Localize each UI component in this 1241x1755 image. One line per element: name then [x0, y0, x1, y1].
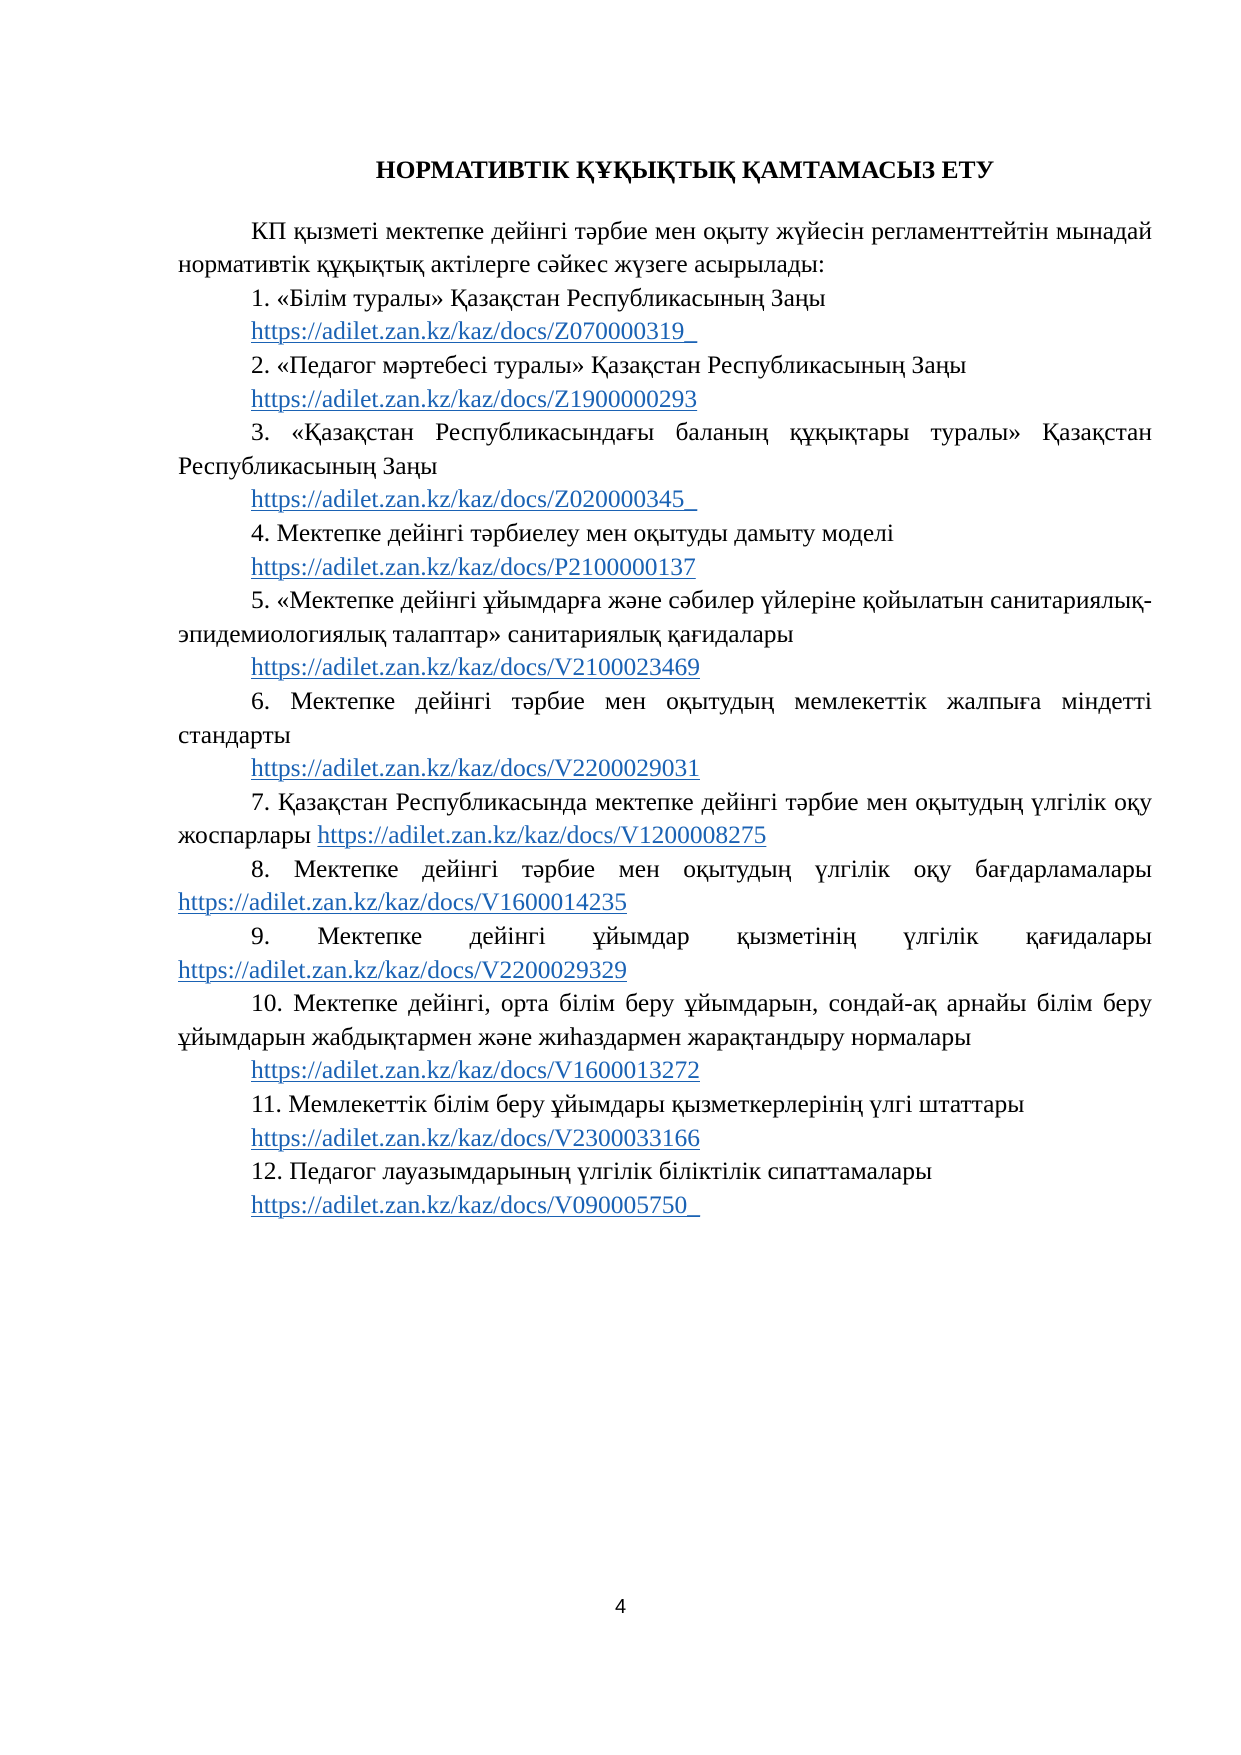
- list-item-9: [178, 919, 1152, 986]
- link-line-4: [178, 550, 1152, 584]
- link-9[interactable]: https://adilet.zan.kz/kaz/docs/V2200029329: [178, 954, 627, 984]
- link-2[interactable]: https://adilet.zan.kz/kaz/docs/Z1900000293: [251, 383, 698, 413]
- list-item-12: 12. Педагог лауазымдарының үлгілік біліктілік сипаттамалары: [251, 1156, 933, 1186]
- link-4[interactable]: https://adilet.zan.kz/kaz/docs/P2100000137: [251, 551, 696, 581]
- list-item-10: 10. Мектепке дейінгі, орта білім беру ұйымдарын, сондай-ақ арнайы білім беру ұйымдарын жабдықтармен және жиһаздармен жарақтандыру нормалары: [178, 988, 1152, 1051]
- link-line-10: [178, 1053, 1152, 1087]
- list-item-6: 6. Мектепке дейінгі тәрбие мен оқытудың мемлекеттік жалпыға міндетті стандарты: [178, 685, 1152, 749]
- link-line-1: [178, 314, 1152, 348]
- link-7[interactable]: https://adilet.zan.kz/kaz/docs/V1200008275: [317, 820, 767, 850]
- page-number: 4: [614, 1596, 627, 1618]
- list-item-2: 2. «Педагог мәртебесі туралы» Қазақстан Республикасының Заңы: [251, 349, 967, 379]
- list-item-7: [178, 785, 1152, 852]
- link-3[interactable]: https://adilet.zan.kz/kaz/docs/Z020000345_: [251, 484, 698, 514]
- link-5[interactable]: https://adilet.zan.kz/kaz/docs/V2100023469: [251, 652, 700, 682]
- list-item-5: 5. «Мектепке дейінгі ұйымдарға және сәбилер үйлеріне қойылатын санитариялық-эпидемиологиялық талаптар» санитариялық қағидалары: [178, 585, 1152, 648]
- list-item-11: 11. Мемлекеттік білім беру ұйымдары қызметкерлерінің үлгі штаттары: [251, 1089, 1025, 1119]
- link-6[interactable]: https://adilet.zan.kz/kaz/docs/V2200029031: [251, 753, 700, 783]
- list-item-8: [178, 852, 1152, 919]
- link-1[interactable]: https://adilet.zan.kz/kaz/docs/Z070000319_: [251, 316, 698, 346]
- page-content: [178, 153, 1152, 1221]
- link-line-11: [178, 1121, 1152, 1155]
- link-line-6: [178, 751, 1152, 785]
- list-item-8-text: 8. Мектепке дейінгі тәрбие мен оқытудың үлгілік оқу бағдарламалары: [251, 853, 1152, 883]
- link-line-12: [178, 1188, 1152, 1222]
- link-11[interactable]: https://adilet.zan.kz/kaz/docs/V2300033166: [251, 1122, 700, 1152]
- link-8[interactable]: https://adilet.zan.kz/kaz/docs/V1600014235: [178, 887, 627, 917]
- link-line-5: [178, 650, 1152, 684]
- intro-paragraph: КП қызметі мектепке дейінгі тәрбие мен оқыту жүйесін регламенттейтін мынадай нормативтік құқықтық актілерге сәйкес жүзеге асырылады:: [178, 215, 1152, 279]
- list-item-7-text: 7. Қазақстан Республикасында мектепке дейінгі тәрбие мен оқытудың үлгілік оқу жоспарлары: [178, 786, 1152, 850]
- link-10[interactable]: https://adilet.zan.kz/kaz/docs/V1600013272: [251, 1055, 700, 1085]
- list-item-3: 3. «Қазақстан Республикасындағы баланың құқықтары туралы» Қазақстан Республикасының Заңы: [178, 417, 1152, 480]
- list-item-1: 1. «Білім туралы» Қазақстан Республикасының Заңы: [251, 282, 826, 312]
- page-title: НОРМАТИВТІК ҚҰҚЫҚТЫҚ ҚАМТАМАСЫЗ ЕТУ: [375, 155, 995, 184]
- list-item-4: 4. Мектепке дейінгі тәрбиелеу мен оқытуды дамыту моделі: [251, 517, 894, 547]
- link-line-3: [178, 482, 1152, 516]
- list-item-9-text: 9. Мектепке дейінгі ұйымдар қызметінің үлгілік қағидалары: [251, 921, 1152, 951]
- link-12[interactable]: https://adilet.zan.kz/kaz/docs/V090005750_: [251, 1189, 700, 1219]
- link-line-2: [178, 382, 1152, 416]
